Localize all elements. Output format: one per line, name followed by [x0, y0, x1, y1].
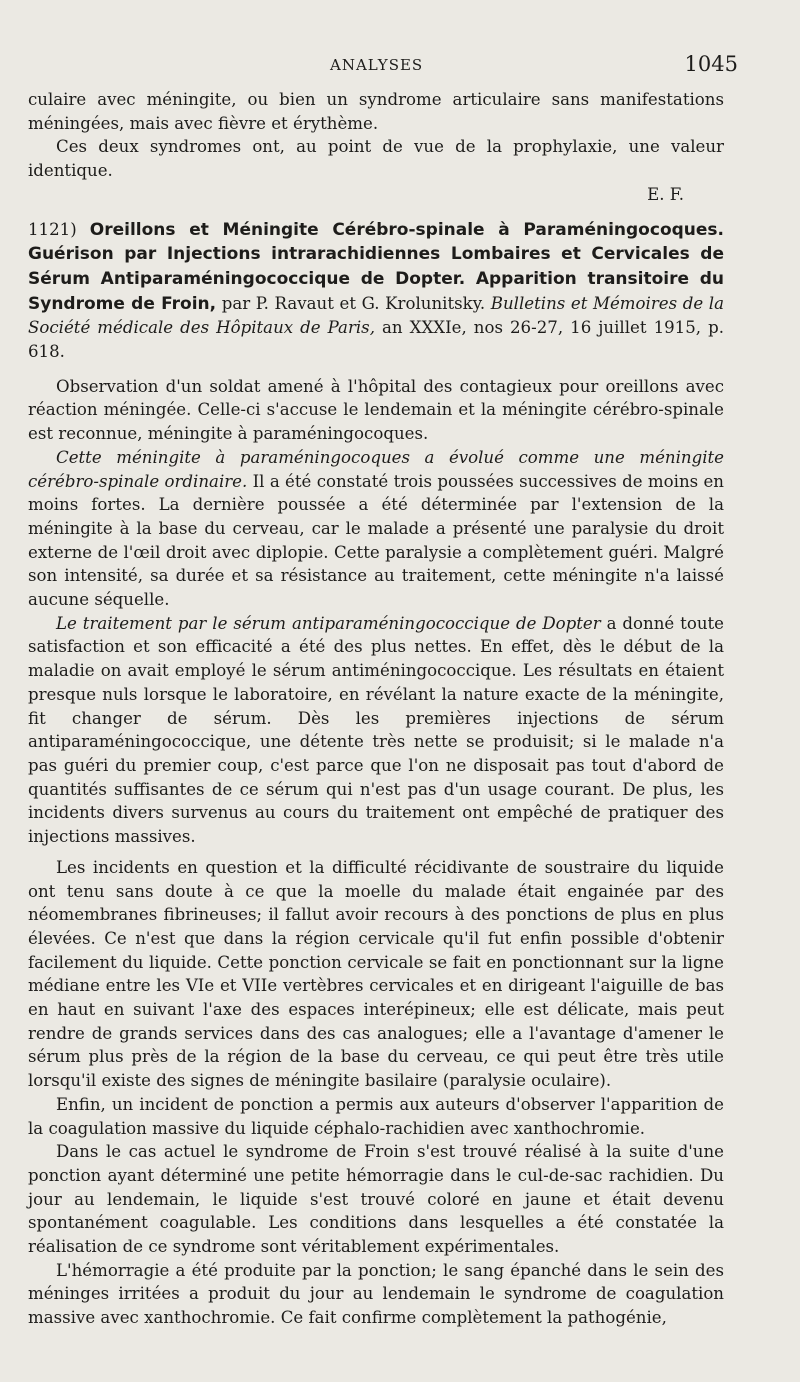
page-number: 1045: [684, 52, 738, 76]
paragraph: [28, 446, 724, 612]
running-head: ANALYSES: [330, 56, 424, 74]
body-text: [28, 88, 724, 1330]
page-header: [0, 52, 800, 82]
entry-number: 1121): [28, 219, 77, 239]
signature: E. F.: [647, 184, 684, 204]
entry-heading: [28, 218, 724, 364]
entry-authors: par P. Ravaut et G. Krolunitsky.: [221, 293, 486, 313]
paragraph-text: L'hémorragie a été produite par la ponction; le sang épanché dans le sein des méninges irritées a produit du jour au lendemain le syndrome de coagulation massive avec xanthochromie. Ce fait confirme complètement la pathogénie,: [28, 1260, 724, 1328]
paragraph-lead: Le traitement par le sérum antiparaméningococcique de Dopter: [56, 613, 601, 633]
paragraph: Ces deux syndromes ont, au point de vue de la prophylaxie, une valeur identique.: [28, 137, 724, 181]
paragraph: culaire avec méningite, ou bien un syndrome articulaire sans manifestations méningées, mais avec fièvre et érythème.: [28, 90, 724, 133]
paragraph-text: Il a été constaté trois poussées successives de moins en moins fortes. La dernière poussée a été déterminée par l'extension de la méningite à la base du cerveau, car le malade a présenté une paralysie du droit externe de l'œil droit avec diplopie. Cette paralysie a complètement guéri. Malgré son intensité, sa durée et sa résistance au traitement, cette méningite n'a laissé aucune séquelle.: [28, 471, 724, 610]
paragraph: [28, 1140, 724, 1259]
paragraph: [28, 375, 724, 446]
paragraph: [28, 1093, 724, 1140]
paragraph: [28, 856, 724, 1093]
paragraph-lead: Cette méningite à paraméningocoques a évolué comme une méningite cérébro-spinale ordinaire.: [28, 447, 724, 491]
paragraph-text: Les incidents en question et la difficulté récidivante de soustraire du liquide ont tenu sans doute à ce que la moelle du malade était engainée par des néomembranes fibrineuses; il fallut avoir recours à des ponctions de plus en plus élevées. Ce n'est que dans la région cervicale qu'il fut enfin possible d'obtenir facilement du liquide. Cette ponction cervicale se fait en ponctionnant sur la ligne médiane entre les VIe et VIIe vertèbres cervicales et en dirigeant l'aiguille de bas en haut en suivant l'axe des espaces interépineux; elle est délicate, mais peut rendre de grands services dans des cas analogues; elle a l'avantage d'amener le sérum plus près de la région de la base du cerveau, ce qui peut être très utile lorsqu'il existe des signes de méningite basilaire (paralysie oculaire).: [28, 857, 724, 1091]
paragraph-text: Observation d'un soldat amené à l'hôpital des contagieux pour oreillons avec réaction méningée. Celle-ci s'accuse le lendemain et la méningite cérébro-spinale est reconnue, méningite à paraméningocoques.: [28, 376, 724, 444]
entry-reference: an XXXIe, nos 26-27, 16 juillet 1915, p. 618.: [28, 318, 725, 362]
paragraph-text: Dans le cas actuel le syndrome de Froin s'est trouvé réalisé à la suite d'une ponction ayant déterminé une petite hémorragie dans le cul-de-sac rachidien. Du jour au lendemain, le liquide s'est trouvé coloré en jaune et était devenu spontanément coagulable. Les conditions dans lesquelles a été constatée la réalisation de ce syndrome sont véritablement expérimentales.: [28, 1142, 724, 1257]
paragraph: [28, 1259, 724, 1330]
paragraph-text: a donné toute satisfaction et son efficacité a été des plus nettes. En effet, dès le début de la maladie on avait employé le sérum antiméningococcique. Les résultats en étaient presque nuls lorsque le laboratoire, en révélant la nature exacte de la méningite, fit changer de sérum. Dès les premières injections de sérum antiparaméningococcique, une détente très nette se produisit; si le malade n'a pas guéri du premier coup, c'est parce que l'on ne disposait pas tout d'abord de quantités suffisantes de ce sérum qui n'est pas d'un usage courant. De plus, les incidents divers survenus au cours du traitement ont empêché de pratiquer des injections massives.: [28, 613, 724, 847]
paragraph-text: Enfin, un incident de ponction a permis aux auteurs d'observer l'apparition de la coagulation massive du liquide céphalo-rachidien avec xanthochromie.: [28, 1094, 724, 1138]
paragraph: [28, 612, 724, 849]
entry-source: Bulletins et Mémoires de la Société médicale des Hôpitaux de Paris,: [28, 293, 724, 338]
entry-title: Oreillons et Méningite Cérébro-spinale à Paraméningocoques. Guérison par Injections intrarachidiennes Lombaires et Cervicales de Sérum Antiparaméningococcique de Dopter. Apparition transitoire du Syndrome de Froin,: [28, 219, 724, 314]
